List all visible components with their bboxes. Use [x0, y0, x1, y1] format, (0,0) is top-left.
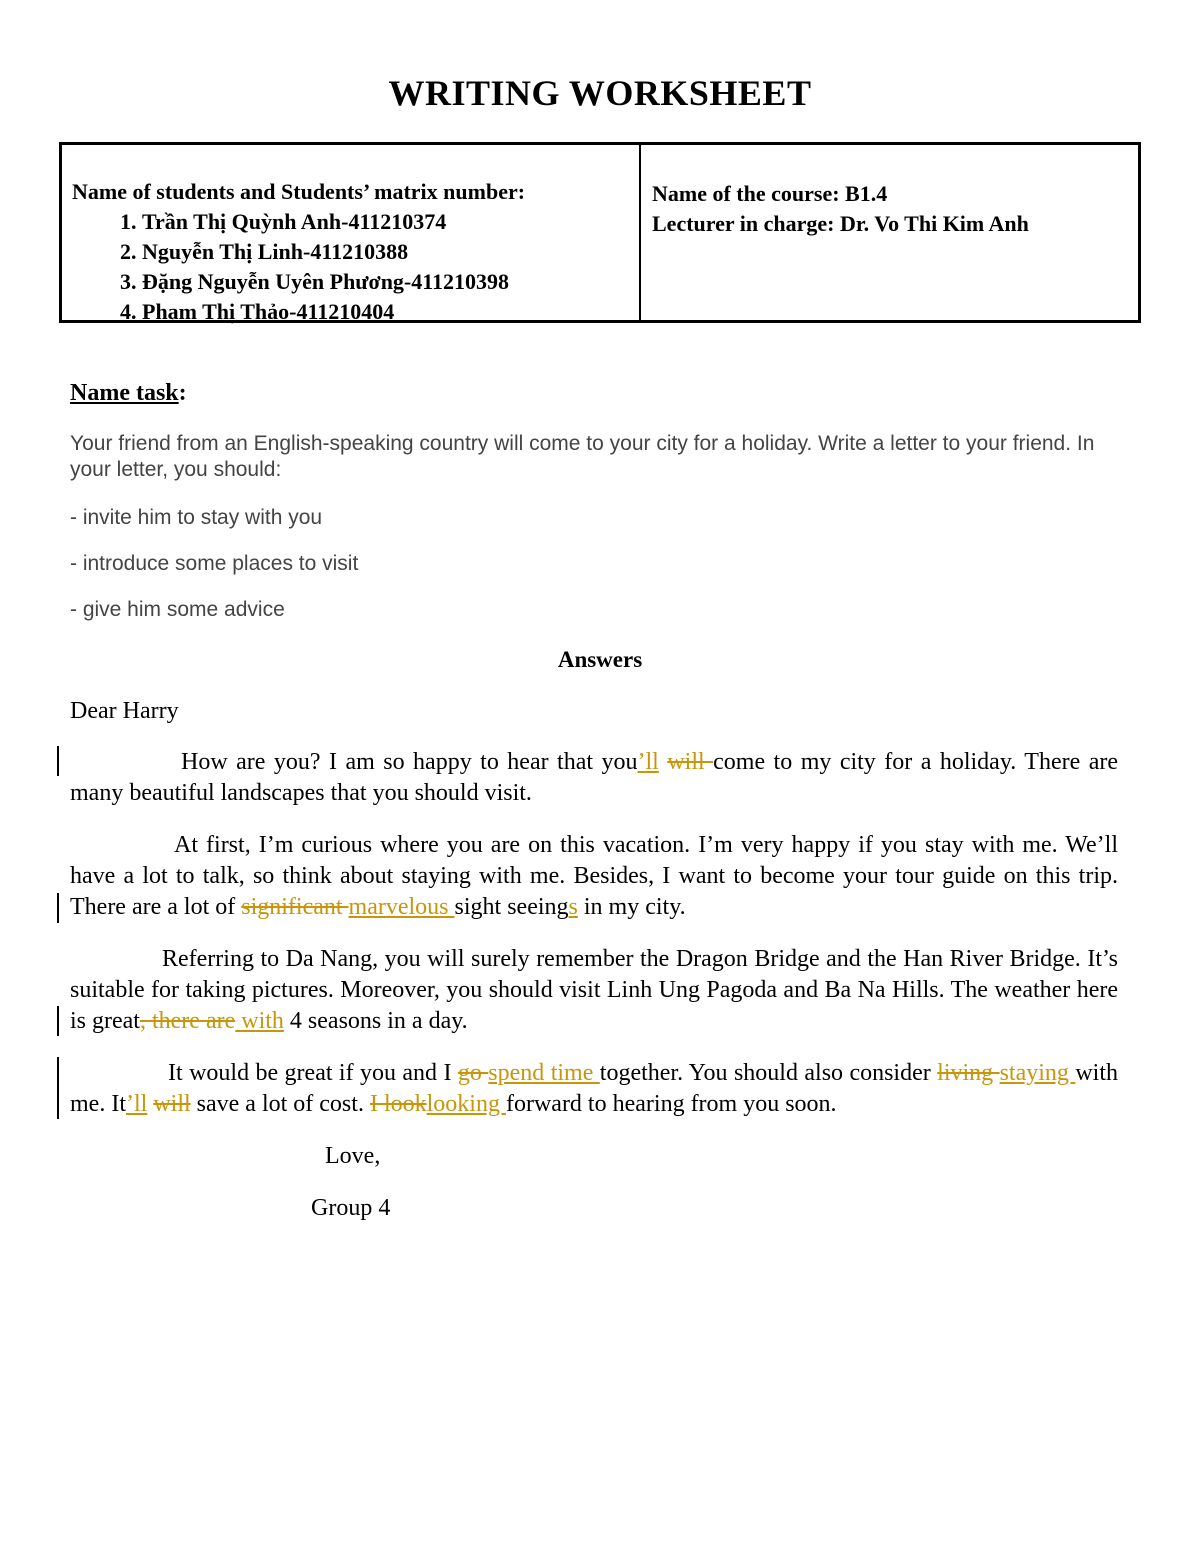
text-run: come to my city for a holiday. There are many beautiful landscapes that you should visit. — [70, 749, 1119, 806]
students-heading: Name of students and Students’ matrix number: — [72, 179, 526, 204]
revision-marker — [57, 746, 59, 776]
deletion: go — [457, 1060, 489, 1086]
info-table — [59, 142, 1141, 323]
text-run: At first, I’m curious where you are on this vacation. I’m very happy if you stay with me. We’ll have a lot to talk, so think about staying with me. Besides, I want to become your tour guide on this trip. There are a lot of — [70, 832, 1118, 920]
task-label-text: Name task — [70, 380, 179, 406]
insertion: with — [235, 1008, 284, 1034]
text-run: forward to hearing from you soon. — [505, 1091, 837, 1117]
insertion: looking — [426, 1091, 506, 1117]
text-run: in my city. — [577, 894, 686, 920]
text-run: 4 seasons in a day. — [283, 1008, 468, 1034]
insertion: staying — [999, 1060, 1076, 1086]
task-bullet: - invite him to stay with you — [70, 506, 323, 529]
revision-marker — [57, 893, 59, 923]
text-run: How are you? I am so happy to hear that you — [181, 749, 638, 775]
students-list — [72, 207, 639, 327]
deletion: will — [153, 1091, 191, 1117]
letter-greeting: Dear Harry — [70, 698, 179, 724]
deletion: significant — [241, 894, 349, 920]
letter-paragraph-3 — [70, 944, 1118, 1037]
insertion: marvelous — [348, 894, 455, 920]
letter-paragraph-4 — [70, 1058, 1118, 1120]
text-run: with me. It — [70, 1060, 1119, 1117]
insertion: s — [568, 894, 578, 920]
insertion: spend time — [488, 1060, 600, 1086]
student-item: 2. Nguyễn Thị Linh-411210388 — [142, 237, 639, 267]
course-cell — [641, 145, 1138, 320]
task-bullet: - introduce some places to visit — [70, 552, 359, 575]
task-label-colon: : — [178, 380, 187, 406]
task-label — [70, 380, 187, 407]
lecturer-name: Lecturer in charge: Dr. Vo Thi Kim Anh — [652, 211, 1029, 236]
revision-marker — [57, 1057, 59, 1119]
deletion: will — [667, 749, 714, 775]
letter-closing: Love, — [325, 1143, 381, 1169]
letter-paragraph-1 — [70, 747, 1118, 809]
deletion: , there are — [139, 1008, 236, 1034]
text-run: together. You should also consider — [599, 1060, 938, 1086]
text-run: save a lot of cost. — [190, 1091, 370, 1117]
revision-marker — [57, 1006, 59, 1036]
deletion: I look — [369, 1091, 427, 1117]
student-item: 1. Trần Thị Quỳnh Anh-411210374 — [142, 207, 639, 237]
page-title: WRITING WORKSHEET — [388, 73, 812, 113]
text-run: sight seeing — [454, 894, 569, 920]
insertion: ’ll — [637, 749, 659, 775]
deletion: living — [937, 1060, 1000, 1086]
task-prompt: Your friend from an English-speaking country will come to your city for a holiday. Write a letter to your friend. In your letter, you should: — [70, 432, 1095, 481]
text-run: It would be great if you and I — [168, 1060, 458, 1086]
student-item: 3. Đặng Nguyễn Uyên Phương-411210398 — [142, 267, 639, 297]
answers-heading: Answers — [557, 647, 643, 672]
task-bullet: - give him some advice — [70, 598, 285, 621]
students-cell — [62, 145, 641, 324]
course-name: Name of the course: B1.4 — [652, 181, 888, 206]
student-item: 4. Phạm Thị Thảo-411210404 — [142, 297, 639, 327]
letter-paragraph-2 — [70, 830, 1118, 923]
letter-signature: Group 4 — [311, 1195, 391, 1221]
insertion: ’ll — [125, 1091, 148, 1117]
text-run: Referring to Da Nang, you will surely remember the Dragon Bridge and the Han River Bridge. It’s suitable for taking pictures. Moreover, you should visit Linh Ung Pagoda and Ba Na Hills. The weather here is great — [70, 946, 1118, 1034]
